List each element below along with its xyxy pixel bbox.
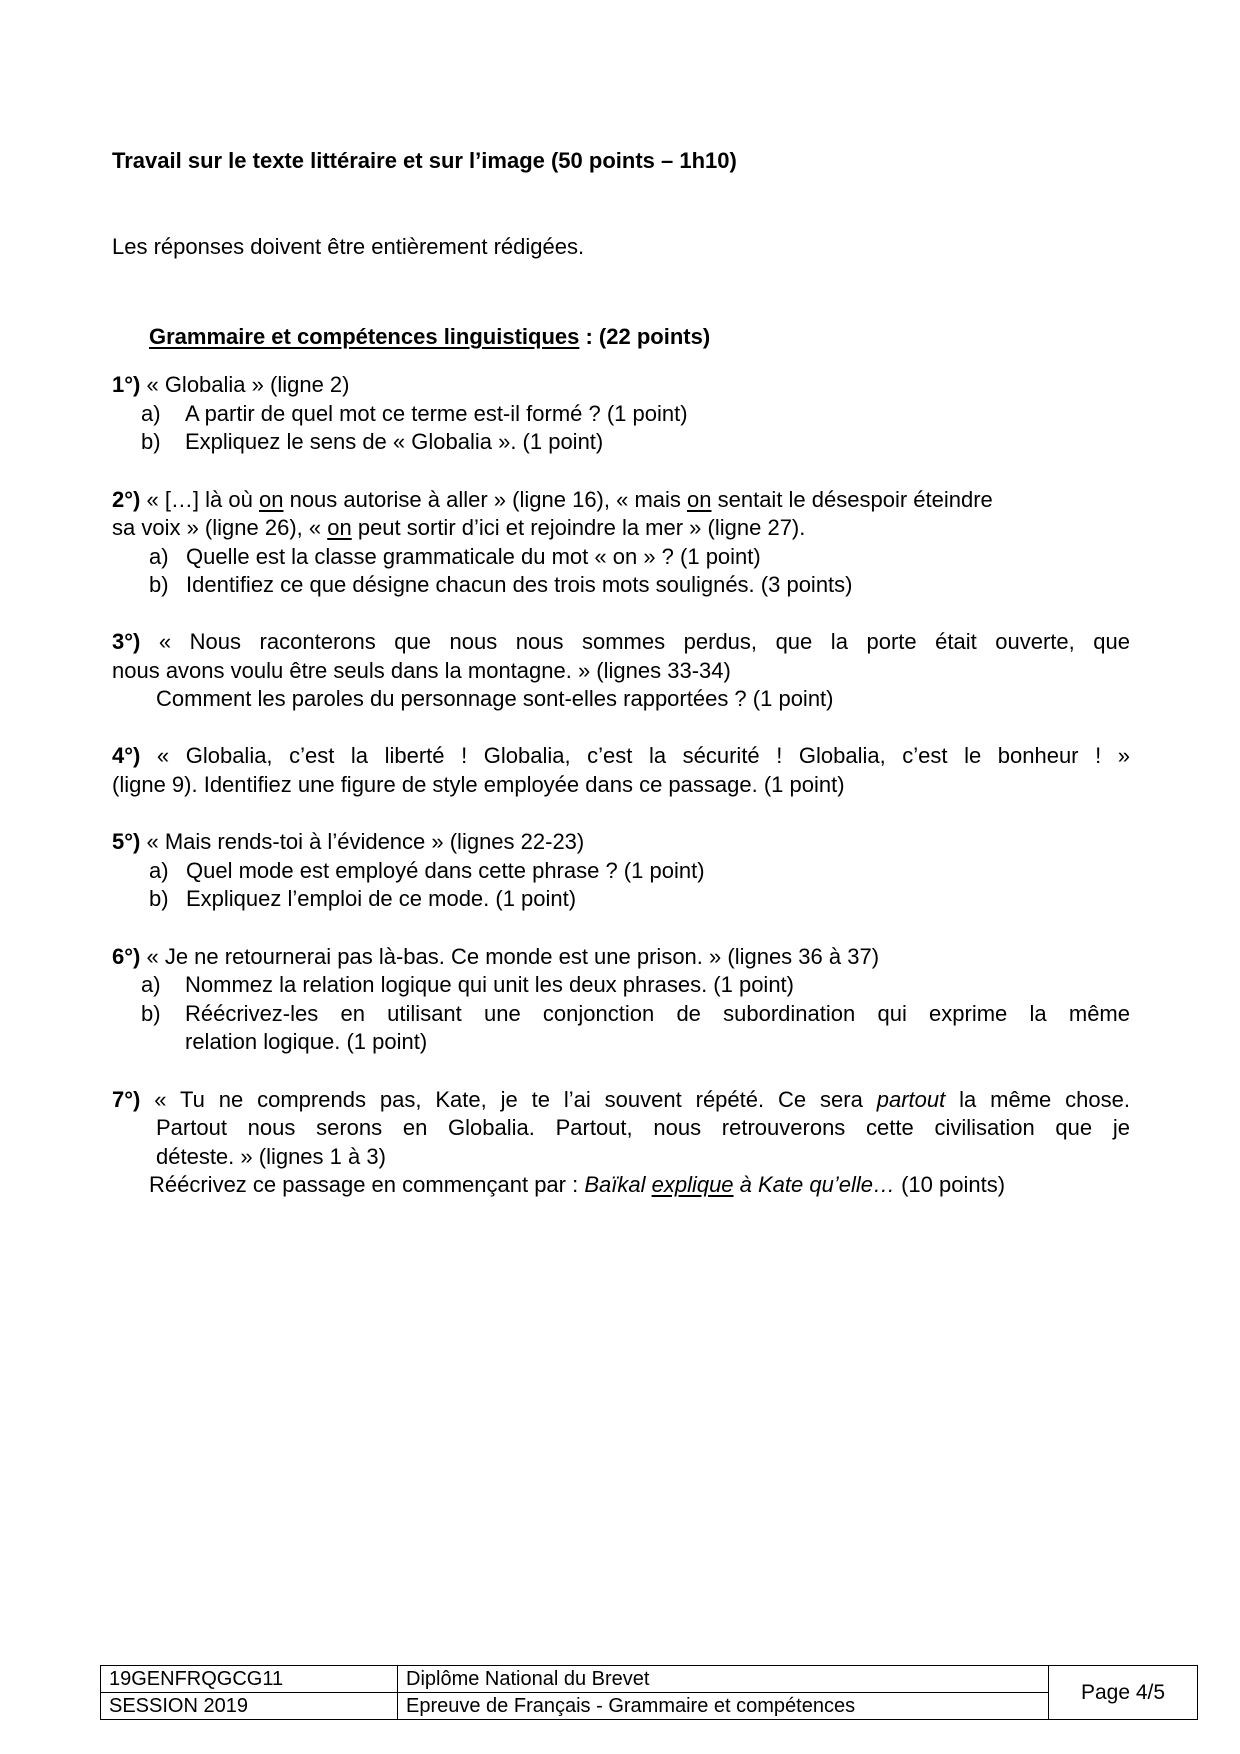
text-line: Partout nous serons en Globalia. Partout, nous retrouverons cette civilisation que je (156, 1115, 1130, 1140)
text-fragment: nous autorise à aller » (ligne 16), « mais (283, 487, 688, 512)
question-number: 5°) (112, 829, 141, 854)
sub-text: A partir de quel mot ce terme est-il formé ? (1 point) (185, 401, 688, 426)
question-number: 2°) (112, 487, 141, 512)
exam-name: Epreuve de Français - Grammaire et compétences (398, 1693, 1049, 1720)
underlined-on: on (327, 515, 352, 540)
text-fragment: « Tu ne comprends pas, Kate, je te l’ai souvent répété. Ce sera (140, 1087, 877, 1112)
subsection-heading (149, 323, 710, 351)
text-fragment: sentait le désespoir éteindre (711, 487, 993, 512)
question-number: 6°) (112, 944, 141, 969)
italic-word: partout (876, 1087, 946, 1112)
text-fragment: « Nous raconterons que nous nous sommes perdus, que la porte était ouverte, que (140, 629, 1130, 654)
text-fragment: Réécrivez ce passage en commençant par : (149, 1172, 585, 1197)
instruction: Les réponses doivent être entièrement rédigées. (112, 234, 585, 259)
italic-text: à Kate qu’elle… (733, 1172, 895, 1197)
italic-underlined-word: explique (651, 1172, 734, 1197)
sub-label: a) (149, 858, 169, 883)
text-fragment: la même chose. (945, 1087, 1130, 1112)
page-number: Page 4/5 (1049, 1666, 1198, 1720)
underlined-on: on (258, 487, 284, 512)
sub-label: b) (149, 572, 169, 597)
sub-label: b) (141, 429, 161, 454)
exam-code: 19GENFRQGCG11 (101, 1666, 398, 1693)
sub-text: relation logique. (1 point) (185, 1029, 428, 1054)
text-line: Comment les paroles du personnage sont-elles rapportées ? (1 point) (156, 686, 834, 711)
text-fragment: sa voix » (ligne 26), « (112, 515, 328, 540)
sub-text: Nommez la relation logique qui unit les deux phrases. (1 point) (185, 972, 794, 997)
text-line: nous avons voulu être seuls dans la montagne. » (lignes 33-34) (112, 658, 731, 683)
question-number: 4°) (112, 743, 141, 768)
question-text: « Globalia » (ligne 2) (140, 372, 350, 397)
text-line: déteste. » (lignes 1 à 3) (156, 1144, 386, 1169)
underlined-on: on (687, 487, 712, 512)
sub-label: b) (149, 886, 169, 911)
question-text: « Mais rends-toi à l’évidence » (lignes 22-23) (140, 829, 585, 854)
sub-label: a) (149, 544, 169, 569)
sub-label: b) (141, 1001, 161, 1026)
text-fragment: « […] là où (140, 487, 259, 512)
sub-text: Quel mode est employé dans cette phrase ? (1 point) (186, 858, 705, 883)
sub-label: a) (141, 972, 161, 997)
question-number: 7°) (112, 1087, 141, 1112)
sub-text: Quelle est la classe grammaticale du mot « on » ? (1 point) (186, 544, 761, 569)
question-number: 3°) (112, 629, 141, 654)
sub-label: a) (141, 401, 161, 426)
text-fragment: peut sortir d’ici et rejoindre la mer » (ligne 27). (351, 515, 806, 540)
sub-text: Réécrivez-les en utilisant une conjonction de subordination qui exprime la même (185, 1001, 1130, 1026)
session: SESSION 2019 (101, 1693, 398, 1720)
sub-text: Expliquez le sens de « Globalia ». (1 point) (185, 429, 604, 454)
text-fragment: « Globalia, c’est la liberté ! Globalia, c’est la sécurité ! Globalia, c’est le bonheur ! » (140, 743, 1130, 768)
text-line: (ligne 9). Identifiez une figure de style employée dans ce passage. (1 point) (112, 772, 845, 797)
sub-text: Expliquez l’emploi de ce mode. (1 point) (186, 886, 577, 911)
footer-table (100, 1665, 1198, 1720)
sub-text: Identifiez ce que désigne chacun des trois mots soulignés. (3 points) (186, 572, 853, 597)
diploma-name: Diplôme National du Brevet (398, 1666, 1049, 1693)
italic-text: Baïkal (584, 1172, 652, 1197)
section-title: Travail sur le texte littéraire et sur l’image (50 points – 1h10) (112, 148, 737, 173)
question-number: 1°) (112, 372, 141, 397)
subsection-suffix: : (22 points) (579, 324, 711, 349)
question-text: « Je ne retournerai pas là-bas. Ce monde est une prison. » (lignes 36 à 37) (140, 944, 880, 969)
subsection-title: Grammaire et compétences linguistiques (149, 324, 580, 349)
text-fragment: (10 points) (894, 1172, 1006, 1197)
